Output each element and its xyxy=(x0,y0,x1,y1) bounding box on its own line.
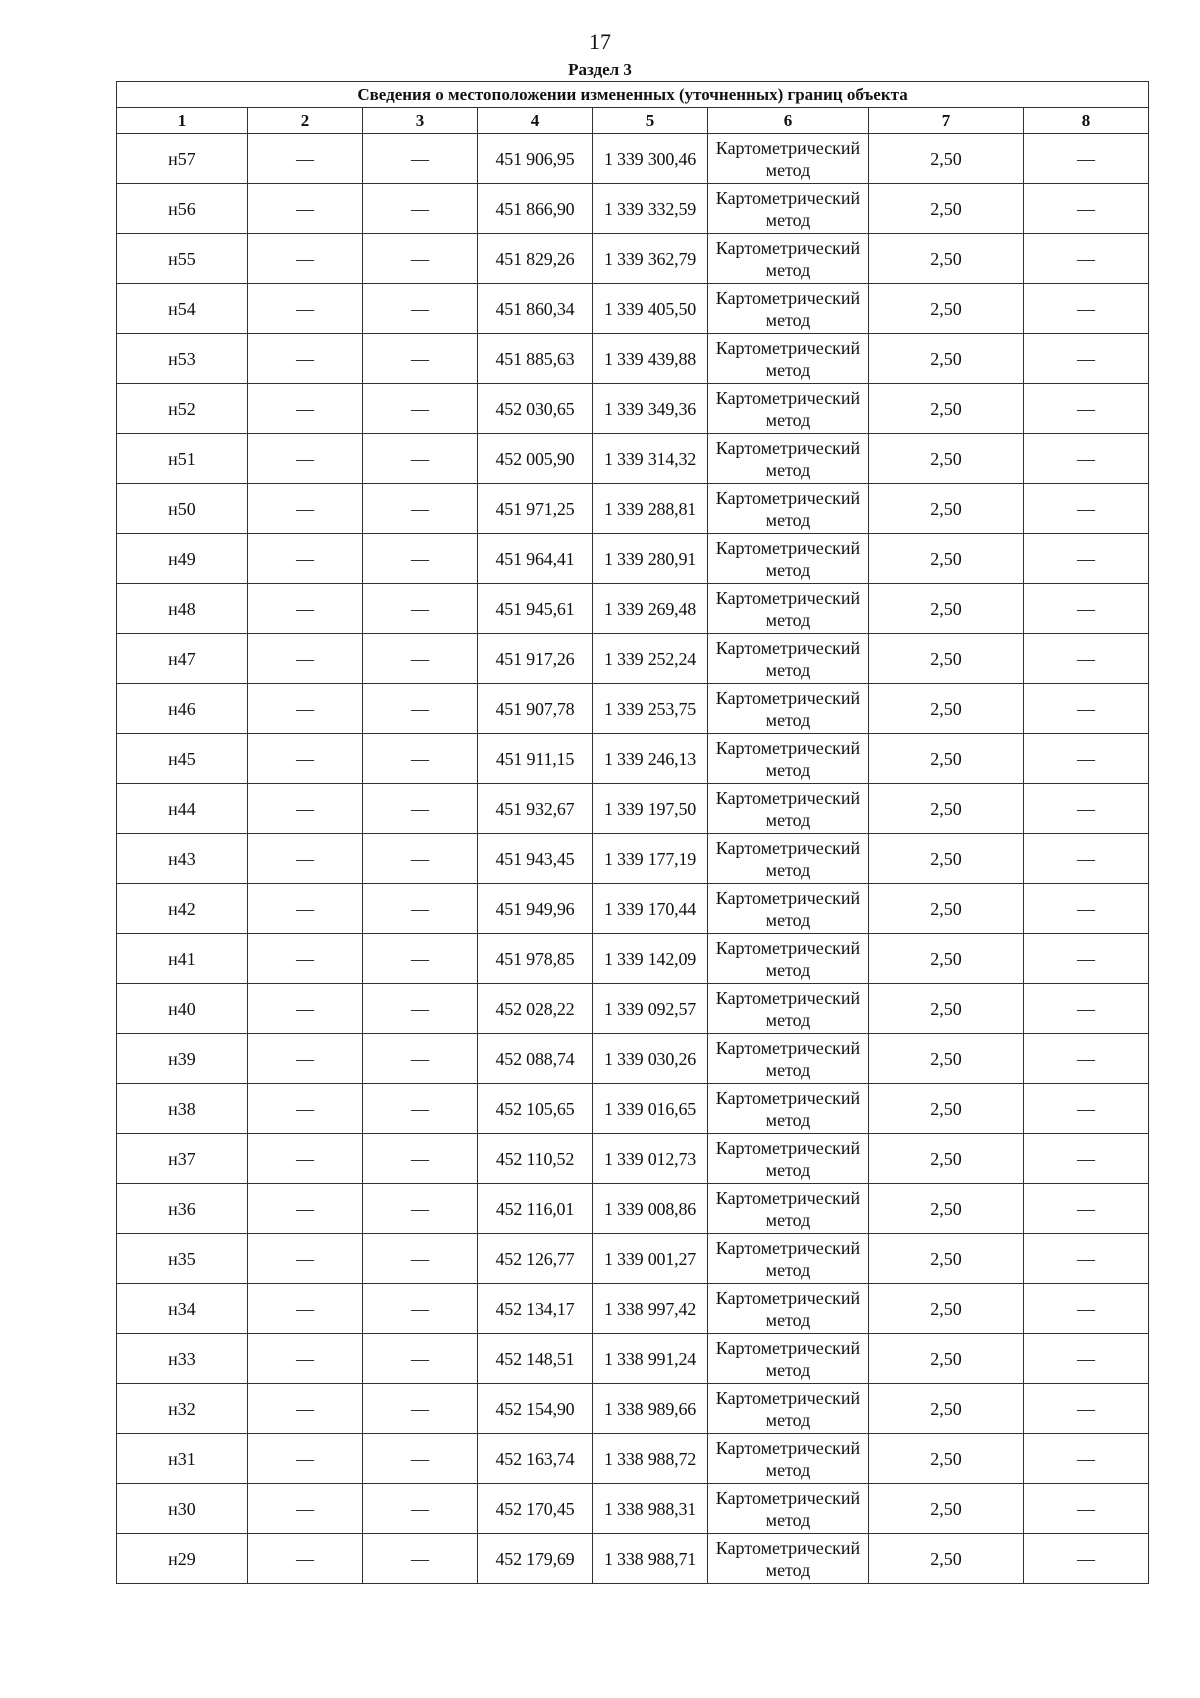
empty-dash-cell: — xyxy=(363,734,478,784)
point-number-cell: н43 xyxy=(117,834,248,884)
x-coordinate-cell: 451 906,95 xyxy=(478,134,593,184)
y-coordinate-cell: 1 338 988,71 xyxy=(593,1534,708,1584)
empty-dash-cell: — xyxy=(1024,684,1149,734)
point-number-cell: н31 xyxy=(117,1434,248,1484)
empty-dash-cell: — xyxy=(1024,434,1149,484)
table-row xyxy=(117,1534,1149,1584)
y-coordinate-cell: 1 338 989,66 xyxy=(593,1384,708,1434)
accuracy-cell: 2,50 xyxy=(869,284,1024,334)
point-number-cell: н54 xyxy=(117,284,248,334)
empty-dash-cell: — xyxy=(248,1284,363,1334)
table-row xyxy=(117,1434,1149,1484)
method-cell: Картометрический метод xyxy=(708,1284,869,1334)
table-row xyxy=(117,784,1149,834)
empty-dash-cell: — xyxy=(248,484,363,534)
method-cell: Картометрический метод xyxy=(708,634,869,684)
method-cell: Картометрический метод xyxy=(708,834,869,884)
x-coordinate-cell: 451 943,45 xyxy=(478,834,593,884)
method-cell: Картометрический метод xyxy=(708,534,869,584)
empty-dash-cell: — xyxy=(363,584,478,634)
method-cell: Картометрический метод xyxy=(708,1234,869,1284)
method-cell: Картометрический метод xyxy=(708,1184,869,1234)
x-coordinate-cell: 451 971,25 xyxy=(478,484,593,534)
empty-dash-cell: — xyxy=(363,1384,478,1434)
section-title: Раздел 3 xyxy=(568,60,632,79)
table-caption-row xyxy=(117,82,1149,108)
empty-dash-cell: — xyxy=(363,534,478,584)
table-row xyxy=(117,834,1149,884)
empty-dash-cell: — xyxy=(363,934,478,984)
empty-dash-cell: — xyxy=(248,1534,363,1584)
empty-dash-cell: — xyxy=(248,434,363,484)
y-coordinate-cell: 1 339 288,81 xyxy=(593,484,708,534)
empty-dash-cell: — xyxy=(248,784,363,834)
table-row xyxy=(117,1134,1149,1184)
method-cell: Картометрический метод xyxy=(708,784,869,834)
accuracy-cell: 2,50 xyxy=(869,334,1024,384)
empty-dash-cell: — xyxy=(248,734,363,784)
x-coordinate-cell: 452 088,74 xyxy=(478,1034,593,1084)
method-cell: Картометрический метод xyxy=(708,434,869,484)
empty-dash-cell: — xyxy=(248,134,363,184)
method-cell: Картометрический метод xyxy=(708,1084,869,1134)
table-row xyxy=(117,884,1149,934)
accuracy-cell: 2,50 xyxy=(869,584,1024,634)
empty-dash-cell: — xyxy=(1024,184,1149,234)
empty-dash-cell: — xyxy=(248,1334,363,1384)
accuracy-cell: 2,50 xyxy=(869,484,1024,534)
point-number-cell: н34 xyxy=(117,1284,248,1334)
y-coordinate-cell: 1 339 197,50 xyxy=(593,784,708,834)
point-number-cell: н51 xyxy=(117,434,248,484)
point-number-cell: н40 xyxy=(117,984,248,1034)
empty-dash-cell: — xyxy=(248,1184,363,1234)
empty-dash-cell: — xyxy=(248,284,363,334)
empty-dash-cell: — xyxy=(363,834,478,884)
x-coordinate-cell: 451 932,67 xyxy=(478,784,593,834)
empty-dash-cell: — xyxy=(363,484,478,534)
table-row xyxy=(117,334,1149,384)
method-cell: Картометрический метод xyxy=(708,1434,869,1484)
x-coordinate-cell: 452 134,17 xyxy=(478,1284,593,1334)
empty-dash-cell: — xyxy=(1024,884,1149,934)
empty-dash-cell: — xyxy=(1024,384,1149,434)
table-row xyxy=(117,584,1149,634)
table-row xyxy=(117,1034,1149,1084)
table-caption: Сведения о местоположении измененных (уточненных) границ объекта xyxy=(117,82,1149,108)
empty-dash-cell: — xyxy=(248,1434,363,1484)
empty-dash-cell: — xyxy=(1024,284,1149,334)
point-number-cell: н41 xyxy=(117,934,248,984)
accuracy-cell: 2,50 xyxy=(869,1084,1024,1134)
empty-dash-cell: — xyxy=(1024,1134,1149,1184)
empty-dash-cell: — xyxy=(363,1334,478,1384)
method-cell: Картометрический метод xyxy=(708,334,869,384)
point-number-cell: н49 xyxy=(117,534,248,584)
accuracy-cell: 2,50 xyxy=(869,1134,1024,1184)
x-coordinate-cell: 452 105,65 xyxy=(478,1084,593,1134)
accuracy-cell: 2,50 xyxy=(869,1534,1024,1584)
empty-dash-cell: — xyxy=(363,334,478,384)
accuracy-cell: 2,50 xyxy=(869,1484,1024,1534)
x-coordinate-cell: 451 866,90 xyxy=(478,184,593,234)
column-number: 5 xyxy=(593,108,708,134)
y-coordinate-cell: 1 339 246,13 xyxy=(593,734,708,784)
x-coordinate-cell: 451 860,34 xyxy=(478,284,593,334)
point-number-cell: н29 xyxy=(117,1534,248,1584)
table-row xyxy=(117,534,1149,584)
point-number-cell: н47 xyxy=(117,634,248,684)
accuracy-cell: 2,50 xyxy=(869,434,1024,484)
accuracy-cell: 2,50 xyxy=(869,834,1024,884)
accuracy-cell: 2,50 xyxy=(869,684,1024,734)
method-cell: Картометрический метод xyxy=(708,134,869,184)
x-coordinate-cell: 452 028,22 xyxy=(478,984,593,1034)
x-coordinate-cell: 452 179,69 xyxy=(478,1534,593,1584)
point-number-cell: н35 xyxy=(117,1234,248,1284)
accuracy-cell: 2,50 xyxy=(869,234,1024,284)
point-number-cell: н45 xyxy=(117,734,248,784)
method-cell: Картометрический метод xyxy=(708,934,869,984)
method-cell: Картометрический метод xyxy=(708,234,869,284)
y-coordinate-cell: 1 338 988,72 xyxy=(593,1434,708,1484)
empty-dash-cell: — xyxy=(363,1134,478,1184)
empty-dash-cell: — xyxy=(248,884,363,934)
empty-dash-cell: — xyxy=(1024,584,1149,634)
y-coordinate-cell: 1 339 008,86 xyxy=(593,1184,708,1234)
empty-dash-cell: — xyxy=(363,984,478,1034)
empty-dash-cell: — xyxy=(248,534,363,584)
point-number-cell: н48 xyxy=(117,584,248,634)
empty-dash-cell: — xyxy=(363,1434,478,1484)
point-number-cell: н30 xyxy=(117,1484,248,1534)
empty-dash-cell: — xyxy=(363,384,478,434)
y-coordinate-cell: 1 339 349,36 xyxy=(593,384,708,434)
empty-dash-cell: — xyxy=(363,684,478,734)
empty-dash-cell: — xyxy=(1024,1534,1149,1584)
table-body xyxy=(117,134,1149,1584)
empty-dash-cell: — xyxy=(363,134,478,184)
empty-dash-cell: — xyxy=(363,184,478,234)
table-row xyxy=(117,1334,1149,1384)
accuracy-cell: 2,50 xyxy=(869,1334,1024,1384)
y-coordinate-cell: 1 339 170,44 xyxy=(593,884,708,934)
table-row xyxy=(117,934,1149,984)
table-row xyxy=(117,234,1149,284)
x-coordinate-cell: 452 170,45 xyxy=(478,1484,593,1534)
table-row xyxy=(117,1384,1149,1434)
accuracy-cell: 2,50 xyxy=(869,934,1024,984)
accuracy-cell: 2,50 xyxy=(869,1034,1024,1084)
y-coordinate-cell: 1 339 332,59 xyxy=(593,184,708,234)
empty-dash-cell: — xyxy=(248,1134,363,1184)
y-coordinate-cell: 1 338 988,31 xyxy=(593,1484,708,1534)
method-cell: Картометрический метод xyxy=(708,1484,869,1534)
table-row xyxy=(117,284,1149,334)
x-coordinate-cell: 451 907,78 xyxy=(478,684,593,734)
empty-dash-cell: — xyxy=(248,1034,363,1084)
empty-dash-cell: — xyxy=(1024,1234,1149,1284)
table-row xyxy=(117,1284,1149,1334)
y-coordinate-cell: 1 339 253,75 xyxy=(593,684,708,734)
empty-dash-cell: — xyxy=(363,634,478,684)
point-number-cell: н36 xyxy=(117,1184,248,1234)
empty-dash-cell: — xyxy=(363,1534,478,1584)
x-coordinate-cell: 451 911,15 xyxy=(478,734,593,784)
empty-dash-cell: — xyxy=(1024,1434,1149,1484)
table-row xyxy=(117,434,1149,484)
empty-dash-cell: — xyxy=(248,634,363,684)
method-cell: Картометрический метод xyxy=(708,384,869,434)
x-coordinate-cell: 452 148,51 xyxy=(478,1334,593,1384)
empty-dash-cell: — xyxy=(1024,534,1149,584)
accuracy-cell: 2,50 xyxy=(869,184,1024,234)
empty-dash-cell: — xyxy=(1024,934,1149,984)
empty-dash-cell: — xyxy=(248,1084,363,1134)
empty-dash-cell: — xyxy=(363,1484,478,1534)
accuracy-cell: 2,50 xyxy=(869,734,1024,784)
empty-dash-cell: — xyxy=(1024,1034,1149,1084)
empty-dash-cell: — xyxy=(1024,634,1149,684)
empty-dash-cell: — xyxy=(248,934,363,984)
empty-dash-cell: — xyxy=(1024,484,1149,534)
y-coordinate-cell: 1 339 300,46 xyxy=(593,134,708,184)
table-row xyxy=(117,734,1149,784)
table-row xyxy=(117,1184,1149,1234)
accuracy-cell: 2,50 xyxy=(869,984,1024,1034)
accuracy-cell: 2,50 xyxy=(869,634,1024,684)
table-row xyxy=(117,684,1149,734)
y-coordinate-cell: 1 339 012,73 xyxy=(593,1134,708,1184)
point-number-cell: н57 xyxy=(117,134,248,184)
table-row xyxy=(117,634,1149,684)
y-coordinate-cell: 1 339 016,65 xyxy=(593,1084,708,1134)
method-cell: Картометрический метод xyxy=(708,1134,869,1184)
y-coordinate-cell: 1 339 142,09 xyxy=(593,934,708,984)
x-coordinate-cell: 452 005,90 xyxy=(478,434,593,484)
y-coordinate-cell: 1 339 001,27 xyxy=(593,1234,708,1284)
point-number-cell: н52 xyxy=(117,384,248,434)
column-number: 8 xyxy=(1024,108,1149,134)
accuracy-cell: 2,50 xyxy=(869,134,1024,184)
x-coordinate-cell: 451 885,63 xyxy=(478,334,593,384)
y-coordinate-cell: 1 339 030,26 xyxy=(593,1034,708,1084)
accuracy-cell: 2,50 xyxy=(869,1384,1024,1434)
empty-dash-cell: — xyxy=(363,1284,478,1334)
method-cell: Картометрический метод xyxy=(708,684,869,734)
column-number-row xyxy=(117,108,1149,134)
empty-dash-cell: — xyxy=(1024,234,1149,284)
empty-dash-cell: — xyxy=(1024,334,1149,384)
empty-dash-cell: — xyxy=(248,834,363,884)
y-coordinate-cell: 1 339 314,32 xyxy=(593,434,708,484)
y-coordinate-cell: 1 339 092,57 xyxy=(593,984,708,1034)
empty-dash-cell: — xyxy=(248,984,363,1034)
accuracy-cell: 2,50 xyxy=(869,884,1024,934)
x-coordinate-cell: 452 030,65 xyxy=(478,384,593,434)
empty-dash-cell: — xyxy=(248,1384,363,1434)
empty-dash-cell: — xyxy=(363,234,478,284)
x-coordinate-cell: 451 945,61 xyxy=(478,584,593,634)
x-coordinate-cell: 452 154,90 xyxy=(478,1384,593,1434)
y-coordinate-cell: 1 339 439,88 xyxy=(593,334,708,384)
table-row xyxy=(117,1484,1149,1534)
table-row xyxy=(117,484,1149,534)
empty-dash-cell: — xyxy=(1024,734,1149,784)
empty-dash-cell: — xyxy=(363,784,478,834)
empty-dash-cell: — xyxy=(1024,134,1149,184)
accuracy-cell: 2,50 xyxy=(869,534,1024,584)
method-cell: Картометрический метод xyxy=(708,184,869,234)
column-number: 6 xyxy=(708,108,869,134)
column-number: 2 xyxy=(248,108,363,134)
accuracy-cell: 2,50 xyxy=(869,384,1024,434)
method-cell: Картометрический метод xyxy=(708,1534,869,1584)
accuracy-cell: 2,50 xyxy=(869,1234,1024,1284)
y-coordinate-cell: 1 338 997,42 xyxy=(593,1284,708,1334)
empty-dash-cell: — xyxy=(363,1184,478,1234)
point-number-cell: н53 xyxy=(117,334,248,384)
table-row xyxy=(117,184,1149,234)
empty-dash-cell: — xyxy=(248,184,363,234)
column-number: 4 xyxy=(478,108,593,134)
point-number-cell: н55 xyxy=(117,234,248,284)
y-coordinate-cell: 1 338 991,24 xyxy=(593,1334,708,1384)
page-number: 17 xyxy=(589,29,611,54)
empty-dash-cell: — xyxy=(1024,1334,1149,1384)
empty-dash-cell: — xyxy=(1024,1384,1149,1434)
point-number-cell: н56 xyxy=(117,184,248,234)
empty-dash-cell: — xyxy=(363,434,478,484)
y-coordinate-cell: 1 339 405,50 xyxy=(593,284,708,334)
method-cell: Картометрический метод xyxy=(708,1384,869,1434)
x-coordinate-cell: 451 964,41 xyxy=(478,534,593,584)
y-coordinate-cell: 1 339 177,19 xyxy=(593,834,708,884)
x-coordinate-cell: 451 917,26 xyxy=(478,634,593,684)
x-coordinate-cell: 452 126,77 xyxy=(478,1234,593,1284)
method-cell: Картометрический метод xyxy=(708,584,869,634)
empty-dash-cell: — xyxy=(248,234,363,284)
x-coordinate-cell: 451 949,96 xyxy=(478,884,593,934)
method-cell: Картометрический метод xyxy=(708,484,869,534)
empty-dash-cell: — xyxy=(1024,984,1149,1034)
empty-dash-cell: — xyxy=(248,384,363,434)
table-row xyxy=(117,984,1149,1034)
empty-dash-cell: — xyxy=(1024,784,1149,834)
empty-dash-cell: — xyxy=(1024,1184,1149,1234)
column-number: 3 xyxy=(363,108,478,134)
empty-dash-cell: — xyxy=(248,1234,363,1284)
point-number-cell: н44 xyxy=(117,784,248,834)
method-cell: Картометрический метод xyxy=(708,734,869,784)
point-number-cell: н42 xyxy=(117,884,248,934)
accuracy-cell: 2,50 xyxy=(869,1284,1024,1334)
x-coordinate-cell: 452 116,01 xyxy=(478,1184,593,1234)
x-coordinate-cell: 452 163,74 xyxy=(478,1434,593,1484)
empty-dash-cell: — xyxy=(248,1484,363,1534)
method-cell: Картометрический метод xyxy=(708,984,869,1034)
y-coordinate-cell: 1 339 269,48 xyxy=(593,584,708,634)
table-row xyxy=(117,384,1149,434)
accuracy-cell: 2,50 xyxy=(869,1184,1024,1234)
y-coordinate-cell: 1 339 280,91 xyxy=(593,534,708,584)
point-number-cell: н39 xyxy=(117,1034,248,1084)
empty-dash-cell: — xyxy=(1024,1084,1149,1134)
x-coordinate-cell: 452 110,52 xyxy=(478,1134,593,1184)
method-cell: Картометрический метод xyxy=(708,1334,869,1384)
empty-dash-cell: — xyxy=(363,1234,478,1284)
point-number-cell: н37 xyxy=(117,1134,248,1184)
accuracy-cell: 2,50 xyxy=(869,1434,1024,1484)
empty-dash-cell: — xyxy=(1024,834,1149,884)
x-coordinate-cell: 451 829,26 xyxy=(478,234,593,284)
x-coordinate-cell: 451 978,85 xyxy=(478,934,593,984)
empty-dash-cell: — xyxy=(363,1034,478,1084)
table-row xyxy=(117,134,1149,184)
empty-dash-cell: — xyxy=(1024,1484,1149,1534)
method-cell: Картометрический метод xyxy=(708,284,869,334)
empty-dash-cell: — xyxy=(248,684,363,734)
point-number-cell: н50 xyxy=(117,484,248,534)
point-number-cell: н32 xyxy=(117,1384,248,1434)
empty-dash-cell: — xyxy=(248,334,363,384)
empty-dash-cell: — xyxy=(1024,1284,1149,1334)
table-row xyxy=(117,1084,1149,1134)
method-cell: Картометрический метод xyxy=(708,1034,869,1084)
empty-dash-cell: — xyxy=(363,284,478,334)
table-row xyxy=(117,1234,1149,1284)
point-number-cell: н46 xyxy=(117,684,248,734)
y-coordinate-cell: 1 339 252,24 xyxy=(593,634,708,684)
method-cell: Картометрический метод xyxy=(708,884,869,934)
point-number-cell: н33 xyxy=(117,1334,248,1384)
column-number: 1 xyxy=(117,108,248,134)
column-number: 7 xyxy=(869,108,1024,134)
point-number-cell: н38 xyxy=(117,1084,248,1134)
coordinates-table xyxy=(116,81,1149,1584)
empty-dash-cell: — xyxy=(363,1084,478,1134)
empty-dash-cell: — xyxy=(363,884,478,934)
empty-dash-cell: — xyxy=(248,584,363,634)
y-coordinate-cell: 1 339 362,79 xyxy=(593,234,708,284)
accuracy-cell: 2,50 xyxy=(869,784,1024,834)
